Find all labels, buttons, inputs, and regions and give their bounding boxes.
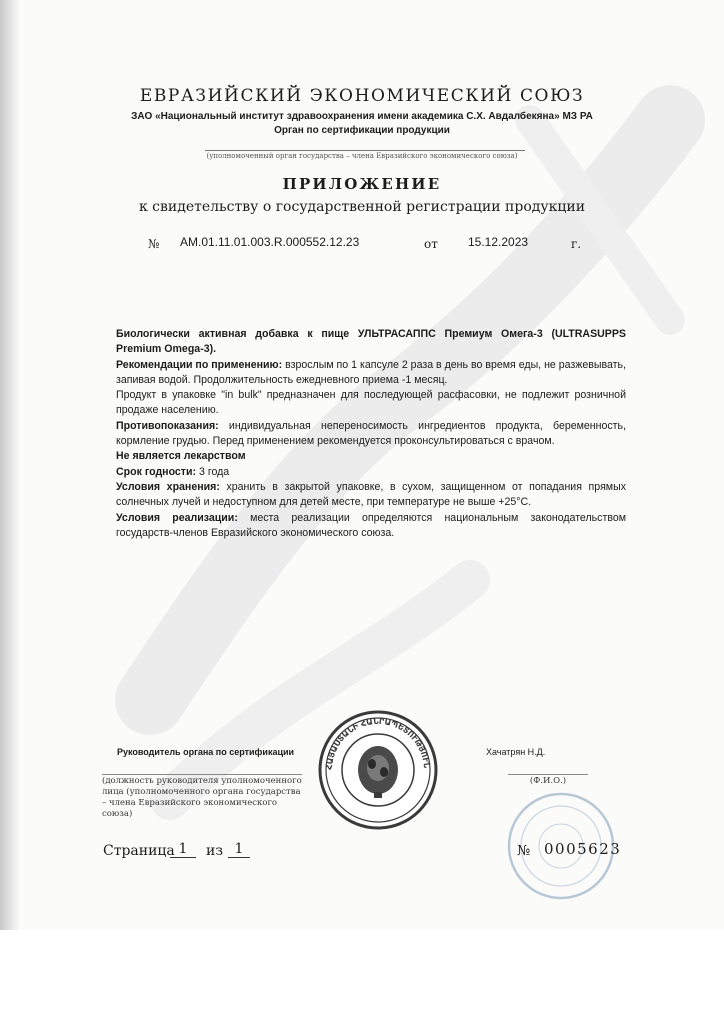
product-name-paragraph — [116, 327, 626, 358]
bulk-paragraph: Продукт в упаковке "in bulk" предназначен для последующей расфасовки, не подлежит розничной продаже населению. — [116, 389, 626, 417]
form-serial-label: № — [517, 843, 531, 859]
certificate-number-label: № — [148, 237, 160, 251]
document-title: ПРИЛОЖЕНИЕ — [282, 175, 442, 193]
storage-label: Условия хранения: — [116, 480, 220, 493]
official-seal — [316, 708, 440, 832]
head-of-organ-name: Хачатрян Н.Д. — [486, 747, 546, 757]
head-of-organ-label: Руководитель органа по сертификации — [117, 747, 295, 757]
usage-label: Рекомендации по применению: — [116, 358, 283, 371]
page-total: 1 — [228, 841, 250, 858]
institute-name: ЗАО «Национальный институт здравоохранения имени академика С.Х. Авдалбекяна» МЗ РА — [131, 111, 593, 122]
product-name: Биологически активная добавка к пище УЛЬТРАСАППС Премиум Омега-3 (ULTRASUPPS Premium Omega-3). — [116, 328, 626, 356]
shelf-life-text: 3 года — [198, 465, 230, 478]
page-of-label: из — [206, 843, 223, 859]
form-serial-number: 0005623 — [544, 840, 622, 858]
not-drug-text: Не является лекарством — [116, 450, 246, 463]
certificate-number: AM.01.11.01.003.R.000552.12.23 — [180, 235, 360, 249]
page-number: 1 — [170, 841, 196, 858]
organ-caption: (уполномоченный орган государства – члена Евразийского экономического союза) — [206, 152, 518, 160]
fio-caption: (Ф.И.О.) — [529, 776, 567, 786]
not-drug-paragraph — [116, 449, 626, 464]
contraindications-paragraph — [116, 419, 626, 450]
position-caption: (должность руководителя уполномоченного лица (уполномоченного органа государства – члена Евразийского экономического союза) — [102, 776, 302, 819]
shelf-life-label: Срок годности: — [116, 465, 197, 478]
name-line — [508, 774, 588, 775]
blank-margin — [0, 930, 724, 1024]
sale-paragraph — [116, 511, 626, 542]
signature-line — [102, 774, 302, 775]
storage-paragraph — [116, 480, 626, 511]
shelf-life-paragraph — [116, 465, 626, 480]
certificate-year-suffix: г. — [571, 237, 582, 251]
certificate-date: 15.12.2023 — [468, 235, 529, 249]
certification-organ: Орган по сертификации продукции — [274, 125, 450, 136]
usage-paragraph — [116, 358, 626, 389]
product-description — [116, 327, 626, 541]
contraindications-label: Противопоказания: — [116, 419, 219, 432]
page-label: Страница — [103, 843, 175, 859]
seal-ring-text: ՀԱՅԱՍՏԱՆԻ ՀԱՆՐԱՊԵՏՈՒԹՅՈՒՆ — [324, 716, 432, 771]
certificate-date-label: от — [424, 237, 438, 251]
contraindications-text: индивидуальная непереносимость ингредиентов продукта, беременность, кормление грудью. Перед применением рекомендуется проконсультироваться с врачом. — [116, 419, 626, 448]
union-title: ЕВРАЗИЙСКИЙ ЭКОНОМИЧЕСКИЙ СОЮЗ — [139, 86, 585, 106]
sale-text: места реализации определяются национальным законодательством государств-членов Евразийского экономического союза. — [116, 511, 627, 539]
organ-underline — [205, 150, 525, 151]
document-subtitle: к свидетельству о государственной регистрации продукции — [138, 199, 586, 215]
usage-text: взрослым по 1 капсуле 2 раза в день во время еды, не разжевывать, запивая водой. Продолжительность ежедневного приема -1 месяц. — [116, 358, 626, 386]
storage-text: хранить в закрытой упаковке, в сухом, защищенном от попадания прямых солнечных лучей и недоступном для детей месте, при температуре не выше +25°С. — [116, 480, 626, 509]
sale-label: Условия реализации: — [116, 511, 238, 524]
scan-edge-shadow — [0, 0, 20, 940]
